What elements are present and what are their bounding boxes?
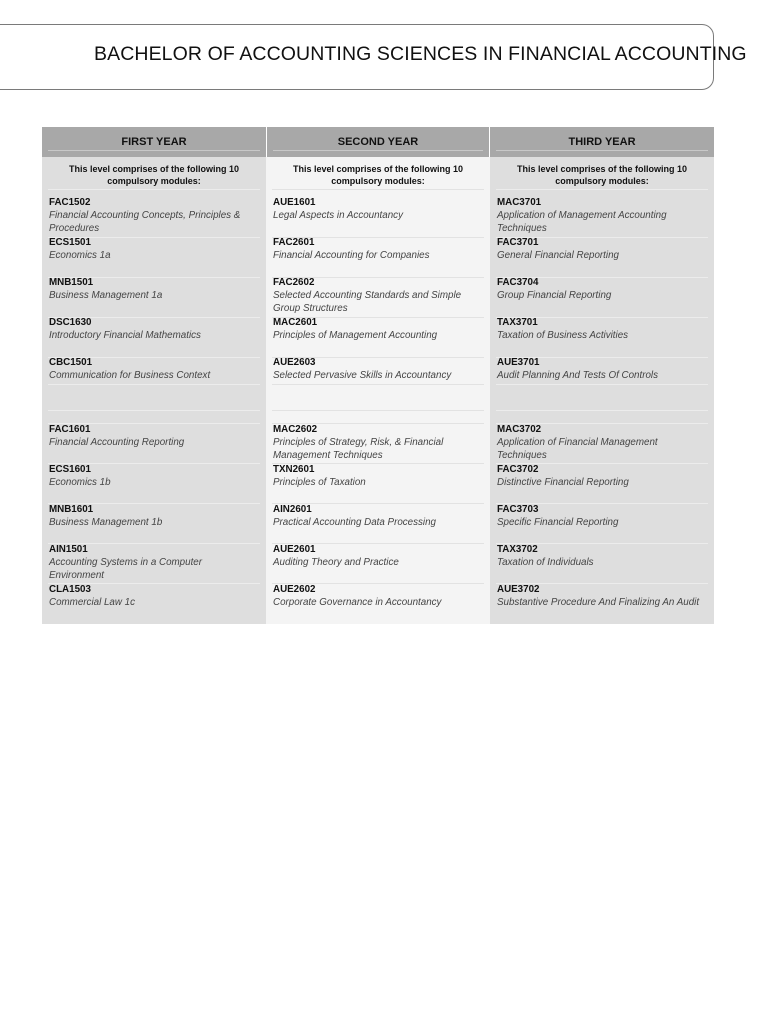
column-heading: FIRST YEAR [121,136,187,148]
module-code: AUE1601 [273,197,316,208]
module-entry [273,543,478,569]
column-intro: This level comprises of the following 10 compulsory modules: [68,164,240,186]
module-name: Financial Accounting Reporting [49,437,185,448]
module-code: FAC3701 [497,237,539,248]
module-code: TXN2601 [273,464,315,475]
module-name: Legal Aspects in Accountancy [273,210,403,221]
module-entry [497,463,702,489]
module-name: Substantive Procedure And Finalizing An Audit [497,597,700,608]
row-divider [272,410,484,411]
module-code: FAC3702 [497,464,539,475]
module-name: Business Management 1b [49,517,163,528]
module-code: MNB1501 [49,277,94,288]
module-code: AUE3702 [497,584,540,595]
module-code: AIN1501 [49,544,88,555]
module-entry [497,236,702,262]
module-entry [49,423,254,449]
module-code: FAC2602 [273,277,315,288]
module-code: AUE3701 [497,357,540,368]
module-name: Communication for Business Context [49,370,211,381]
module-code: TAX3701 [497,317,538,328]
module-code: MAC3702 [497,424,542,435]
module-entry [497,423,702,463]
module-entry [273,236,478,262]
module-entry [273,583,478,609]
module-name: Audit Planning And Tests Of Controls [497,370,659,381]
module-name: Selected Accounting Standards and Simple Group Structures [273,290,462,315]
module-name: Economics 1a [49,250,111,261]
module-code: FAC1502 [49,197,91,208]
module-code: MAC3701 [497,197,542,208]
row-divider [48,410,260,411]
row-divider [272,189,484,190]
module-name: Financial Accounting Concepts, Principles & Procedures [49,210,241,235]
module-name: Specific Financial Reporting [497,517,619,528]
column-intro: This level comprises of the following 10 compulsory modules: [292,164,464,186]
column-second-year [266,127,490,624]
module-name: Taxation of Business Activities [497,330,629,341]
row-divider [496,189,708,190]
row-divider [48,384,260,385]
module-code: CLA1503 [49,584,91,595]
module-name: General Financial Reporting [497,250,619,261]
module-code: FAC3703 [497,504,539,515]
row-divider [496,384,708,385]
column-heading: SECOND YEAR [337,136,419,148]
module-name: Distinctive Financial Reporting [497,477,629,488]
module-entry [273,423,478,463]
module-entry [49,316,254,342]
header-divider [273,150,483,151]
module-code: FAC3704 [497,277,539,288]
document-title: BACHELOR OF ACCOUNTING SCIENCES IN FINANCIAL ACCOUNTING [94,43,747,65]
module-entry [49,463,254,489]
module-code: MNB1601 [49,504,94,515]
column-header [42,127,266,157]
module-entry [49,543,254,583]
row-divider [272,384,484,385]
module-name: Introductory Financial Mathematics [49,330,201,341]
module-name: Commercial Law 1c [49,597,136,608]
module-name: Principles of Taxation [273,477,366,488]
module-code: FAC1601 [49,424,91,435]
module-code: DSC1630 [49,317,92,328]
module-entry [497,503,702,529]
module-entry [49,503,254,529]
module-entry [497,316,702,342]
module-entry [49,196,254,236]
module-code: AUE2603 [273,357,316,368]
module-name: Economics 1b [49,477,111,488]
module-entry [273,316,478,342]
module-code: ECS1601 [49,464,91,475]
module-entry [273,356,478,382]
module-code: TAX3702 [497,544,538,555]
header-divider [496,150,708,151]
column-heading: THIRD YEAR [568,136,636,148]
module-name: Application of Management Accounting Techniques [497,210,667,235]
module-entry [497,356,702,382]
module-code: AUE2601 [273,544,316,555]
module-name: Principles of Strategy, Risk, & Financial Management Techniques [273,437,444,462]
module-entry [497,196,702,236]
module-code: AIN2601 [273,504,312,515]
module-entry [497,583,702,609]
row-divider [496,410,708,411]
curriculum-table [42,127,714,624]
module-entry [497,276,702,302]
header-divider [48,150,260,151]
module-name: Principles of Management Accounting [273,330,438,341]
column-header [266,127,490,157]
column-header [490,127,714,157]
module-name: Financial Accounting for Companies [273,250,430,261]
module-code: MAC2601 [273,317,318,328]
module-entry [49,356,254,382]
module-code: FAC2601 [273,237,315,248]
module-entry [273,196,478,222]
module-code: ECS1501 [49,237,91,248]
module-name: Application of Financial Management Techniques [497,437,658,462]
module-code: AUE2602 [273,584,316,595]
module-entry [497,543,702,569]
module-name: Taxation of Individuals [497,557,594,568]
module-entry [273,463,478,489]
column-first-year [42,127,266,624]
row-divider [48,189,260,190]
column-intro: This level comprises of the following 10 compulsory modules: [516,164,688,186]
module-name: Auditing Theory and Practice [273,557,399,568]
module-name: Selected Pervasive Skills in Accountancy [273,370,452,381]
module-code: CBC1501 [49,357,93,368]
module-entry [273,276,478,316]
module-name: Accounting Systems in a Computer Environment [49,557,203,582]
module-entry [49,583,254,609]
column-third-year [490,127,714,624]
module-entry [49,276,254,302]
module-name: Practical Accounting Data Processing [273,517,436,528]
module-code: MAC2602 [273,424,318,435]
module-name: Business Management 1a [49,290,163,301]
module-entry [49,236,254,262]
module-name: Group Financial Reporting [497,290,612,301]
module-entry [273,503,478,529]
module-name: Corporate Governance in Accountancy [273,597,442,608]
